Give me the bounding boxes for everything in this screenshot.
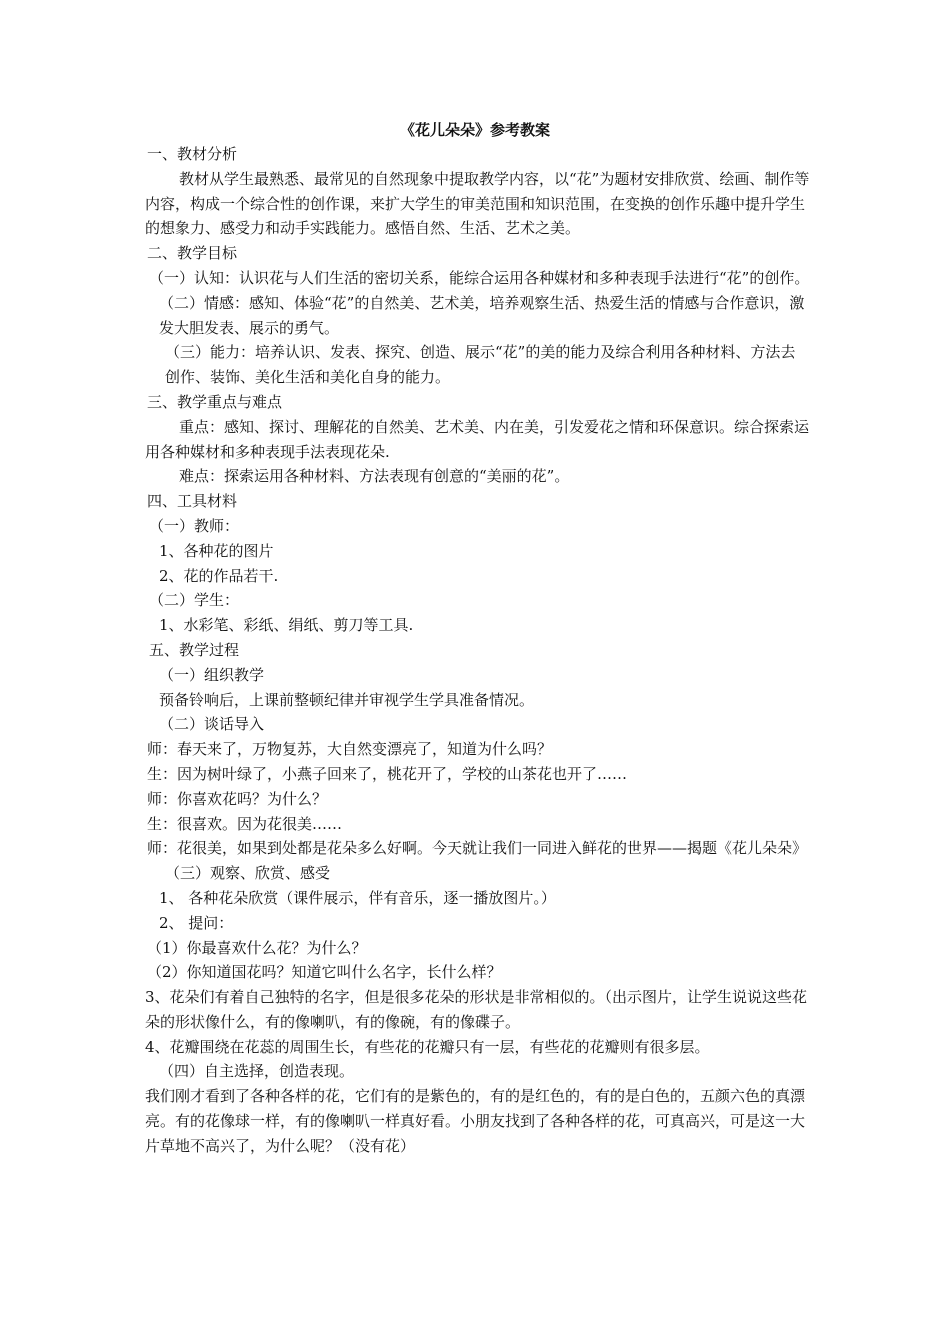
subheading: （二）谈话导入 — [159, 715, 265, 734]
section-heading-4: 四、工具材料 — [147, 492, 238, 511]
section-heading-3: 三、教学重点与难点 — [147, 392, 283, 411]
dialogue-line: 师：花很美，如果到处都是花朵多么好啊。今天就让我们一同进入鲜花的世界——揭题《花儿朵朵》 — [147, 839, 808, 858]
subheading: （一）教师： — [149, 516, 240, 535]
paragraph: （二）情感：感知、体验“花”的自然美、艺术美，培养观察生活、热爱生活的情感与合作意识，激发大胆发表、展示的勇气。 — [159, 293, 805, 337]
subheading: （三）观察、欣赏、感受 — [165, 864, 331, 883]
paragraph: 预备铃响后，上课前整顿纪律并审视学生学具准备情况。 — [159, 690, 535, 709]
document-body — [145, 142, 810, 1159]
paragraph: （一）认知：认识花与人们生活的密切关系，能综合运用各种媒材和多种表现手法进行“花”的创作。 — [149, 268, 810, 287]
dialogue-line: 师：春天来了，万物复苏，大自然变漂亮了，知道为什么吗？ — [147, 740, 553, 759]
subheading: （四）自主选择，创造表现。 — [159, 1062, 355, 1081]
section-heading-2: 二、教学目标 — [147, 244, 238, 263]
paragraph: 重点：感知、探讨、理解花的自然美、艺术美、内在美，引发爱花之情和环保意识。综合探索运用各种媒材和多种表现手法表现花朵. — [145, 417, 810, 461]
subheading: （二）学生： — [149, 591, 240, 610]
paragraph: （三）能力：培养认识、发表、探究、创造、展示“花”的美的能力及综合利用各种材料、方法去创作、装饰、美化生活和美化自身的能力。 — [165, 343, 796, 387]
list-item: （1）你最喜欢什么花？为什么？ — [147, 938, 367, 957]
subheading: （一）组织教学 — [159, 665, 265, 684]
list-item: 1、 各种花朵欣赏（课件展示，伴有音乐，逐一播放图片。） — [159, 888, 556, 907]
paragraph: 我们刚才看到了各种各样的花，它们有的是紫色的，有的是红色的，有的是白色的，五颜六色的真漂亮。有的花像球一样，有的像喇叭一样真好看。小朋友找到了各种各样的花，可真高兴，可是这一大片草地不高兴了，为什么呢？（没有花） — [145, 1087, 806, 1155]
list-item: 1、各种花的图片 — [159, 541, 274, 560]
dialogue-line: 生：因为树叶绿了，小燕子回来了，桃花开了，学校的山茶花也开了…… — [147, 764, 628, 783]
list-item: 4、花瓣围绕在花蕊的周围生长，有些花的花瓣只有一层，有些花的花瓣则有很多层。 — [145, 1037, 710, 1056]
list-item: （2）你知道国花吗？知道它叫什么名字，长什么样？ — [147, 963, 502, 982]
paragraph: 难点：探索运用各种材料、方法表现有创意的“美丽的花”。 — [179, 467, 570, 486]
section-heading-1: 一、教材分析 — [147, 145, 238, 163]
dialogue-line: 生：很喜欢。因为花很美…… — [147, 814, 343, 833]
document-title: 《花儿朵朵》参考教案 — [399, 121, 550, 139]
list-item: 3、花朵们有着自己独特的名字，但是很多花朵的形状是非常相似的。（出示图片，让学生说说这些花朵的形状像什么，有的像喇叭，有的像碗，有的像碟子。 — [145, 988, 808, 1031]
paragraph: 教材从学生最熟悉、最常见的自然现象中提取教学内容，以“花”为题材安排欣赏、绘画、制作等内容，构成一个综合性的创作课，来扩大学生的审美范围和知识范围，在变换的创作乐趣中提升学生的想象力、感受力和动手实践能力。感悟自然、生活、艺术之美。 — [145, 169, 810, 238]
section-heading-5: 五、教学过程 — [149, 640, 240, 659]
dialogue-line: 师：你喜欢花吗？为什么？ — [147, 789, 328, 808]
list-item: 2、 提问： — [159, 913, 234, 932]
list-item: 1、水彩笔、彩纸、绢纸、剪刀等工具. — [159, 616, 414, 635]
list-item: 2、花的作品若干. — [159, 566, 279, 585]
